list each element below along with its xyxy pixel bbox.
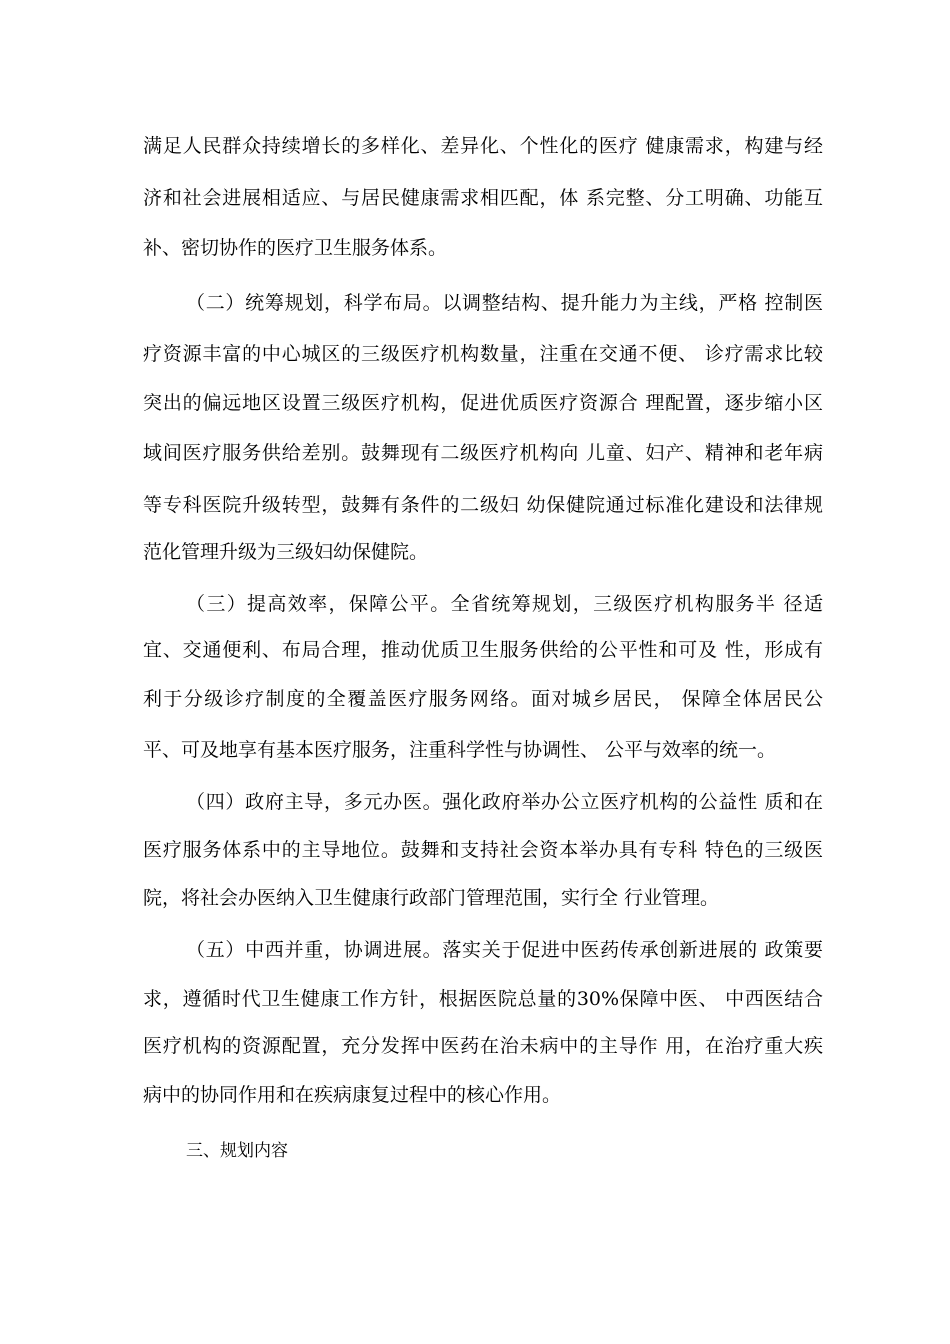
section-heading: 三、规划内容 (186, 1141, 288, 1161)
intro-line-2: 济和社会进展相适应、与居民健康需求相匹配，体 系完整、分工明确、功能互 (143, 187, 823, 209)
principle-4-line-3: 院，将社会办医纳入卫生健康行政部门管理范围，实行全 行业管理。 (143, 887, 720, 909)
intro-line-1: 满足人民群众持续增长的多样化、差异化、个性化的医疗 健康需求，构建与经 (143, 135, 823, 157)
principle-5-line-1: （五）中西并重，协调进展。落实关于促进中医药传承创新进展的 政策要 (186, 939, 823, 961)
principle-2-line-6: 范化管理升级为三级妇幼保健院。 (143, 541, 429, 563)
principle-2-line-4: 域间医疗服务供给差别。鼓舞现有二级医疗机构向 儿童、妇产、精神和老年病 (143, 442, 823, 464)
principle-3-line-3: 利于分级诊疗制度的全覆盖医疗服务网络。面对城乡居民， 保障全体居民公 (143, 688, 823, 710)
principle-3-line-1: （三）提高效率，保障公平。全省统筹规划，三级医疗机构服务半 径适 (186, 593, 823, 615)
principle-2-line-2: 疗资源丰富的中心城区的三级医疗机构数量，注重在交通不便、 诊疗需求比较 (143, 343, 823, 365)
intro-line-3: 补、密切协作的医疗卫生服务体系。 (143, 237, 448, 259)
principle-2-line-3: 突出的偏远地区设置三级医疗机构，促进优质医疗资源合 理配置，逐步缩小区 (143, 392, 823, 414)
principle-5-line-4: 病中的协同作用和在疾病康复过程中的核心作用。 (143, 1084, 562, 1106)
principle-2-line-1: （二）统筹规划，科学布局。以调整结构、提升能力为主线，严格 控制医 (186, 292, 823, 314)
principle-3-line-4: 平、可及地享有基本医疗服务，注重科学性与协调性、 公平与效率的统一。 (143, 739, 777, 761)
principle-3-line-2: 宜、交通便利、布局合理，推动优质卫生服务供给的公平性和可及 性，形成有 (143, 639, 823, 661)
principle-4-line-1: （四）政府主导，多元办医。强化政府举办公立医疗机构的公益性 质和在 (186, 791, 823, 813)
principle-2-line-5: 等专科医院升级转型，鼓舞有条件的二级妇 幼保健院通过标准化建设和法律规 (143, 494, 823, 516)
principle-5-line-2: 求，遵循时代卫生健康工作方针，根据医院总量的30%保障中医、 中西医结合 (143, 988, 823, 1010)
principle-4-line-2: 医疗服务体系中的主导地位。鼓舞和支持社会资本举办具有专科 特色的三级医 (143, 839, 823, 861)
principle-5-line-3: 医疗机构的资源配置，充分发挥中医药在治未病中的主导作 用，在治疗重大疾 (143, 1035, 823, 1057)
